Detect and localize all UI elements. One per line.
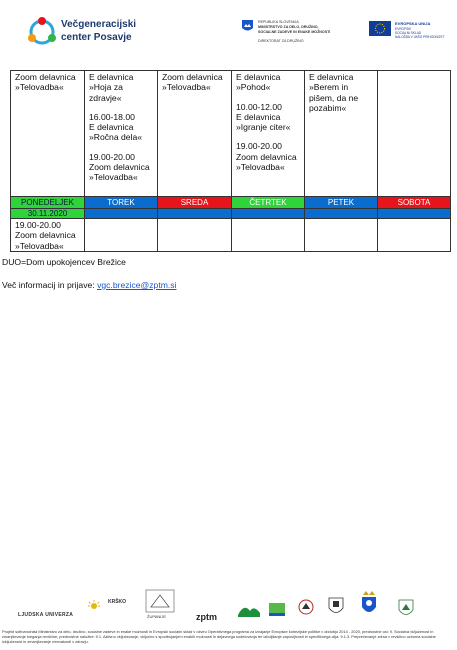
day-header-row [11,197,451,209]
zptm-logo [196,607,217,625]
line-gap [89,103,153,112]
activity-line: 19.00-20.00 [15,220,61,230]
activity-line: 19.00-20.00 [236,141,282,152]
shield-icon [398,599,414,619]
crest-logo-4 [398,599,414,619]
date-wednesday [158,209,232,219]
cell-thursday-2 [232,219,305,252]
shield-icon [328,597,344,617]
crown-shield-icon [360,591,378,617]
cell-tuesday [85,71,158,197]
eu-logo [369,17,449,47]
crest-icon [298,599,314,617]
brezice-logo [268,601,286,619]
activity-line: Zoom delavnica [89,162,150,173]
date-thursday [232,209,305,219]
info-line [2,280,176,290]
crest-logo-2 [328,597,344,617]
org-name-line2: center Posavje [61,32,132,43]
activity-line: Zoom delavnica [15,72,76,82]
cell-friday [305,71,378,197]
day-name: PONEDELJEK [21,197,74,207]
day-header-tuesday [85,197,158,209]
info-text: Več informacij in prijave: [2,280,98,290]
activity-line: pozabim« [309,102,347,113]
cell-saturday-2 [378,219,451,252]
ministry-line3: SOCIALNE ZADEVE IN ENAKE MOŽNOSTI [258,30,331,34]
date-friday [305,209,378,219]
day-name: TOREK [107,197,135,207]
cell-tuesday-2 [85,219,158,252]
ministry-line1: REPUBLIKA SLOVENIJA [258,20,299,24]
logo-text: ŽUPANIJE [147,614,167,619]
activity-line: E delavnica [89,72,134,82]
day-name: PETEK [327,197,355,207]
email-link[interactable]: vgc.brezice@zptm.si [97,280,177,290]
day-name: SREDA [180,197,209,207]
activity-line: »Telovadba« [236,162,285,173]
cell-monday-2 [11,219,85,252]
slovenia-crest-icon [242,20,253,33]
activity-line: Zoom delavnica [162,72,223,82]
day-header-monday [11,197,85,209]
vgc-logo-icon [26,16,58,48]
day-header-friday [305,197,378,209]
activity-line: 19.00-20.00 [89,151,135,162]
activity-line: »Igranje citer« [236,122,291,133]
crest-logo-1 [298,599,314,617]
ministry-line2: MINISTRSTVO ZA DELO, DRUŽINO, [258,25,319,29]
eu-line2: EVROPSKI [395,27,412,31]
day-header-thursday [232,197,305,209]
activity-line: »Ročna dela« [89,132,143,143]
activity-line: »Telovadba« [15,82,64,93]
activity-line: Zoom delavnica [236,151,297,162]
day-header-wednesday [158,197,232,209]
line-gap [89,143,153,152]
line-gap [236,93,300,102]
activity-line: »Telovadba« [15,240,64,251]
cell-saturday [378,71,451,197]
vgc-logo [26,14,137,58]
activity-line: »Pohod« [236,82,271,93]
schedule-row-week2 [11,219,451,252]
schedule-table [10,70,451,252]
cell-wednesday-2 [158,219,232,252]
activity-line: 16.00-18.00 [89,111,135,122]
activity-line: zdravje« [89,92,122,103]
flag-icon [268,601,286,619]
activity-line: E delavnica [89,122,134,133]
eu-flag-icon [369,21,391,36]
line-gap [236,132,300,141]
green-logo [238,603,260,617]
eu-line4: NALOŽBA V VAŠO PRIHODNOST [395,35,445,39]
activity-line: pišem, da ne [309,92,359,103]
date-monday: 30.11.2020 [11,209,85,219]
day-name: ČETRTEK [249,197,287,207]
sun-icon [86,600,106,610]
zupanije-logo [145,589,175,621]
cell-friday-2 [305,219,378,252]
ljudska-univerza-logo [18,603,73,621]
leaf-icon [238,603,260,617]
krsko-logo [86,597,127,615]
funding-disclaimer: Projekt sofinancirata Ministrstvo za delo, družino, socialne zadeve in enake možnosti in Evropski socialni sklad v okviru Operativnega programa za izvajanje Evropske kohezijske politike v obdobju 2014 - 2020, prednostne osi: 9. Socialna vključenost in zmanjševanje tveganja revščine, prednostne naložbe: 9.1. Aktivno vključevanje, vključno s spodbujanjem enakih možnosti in dejavnega sodelovanja ter izboljšanje zaposljivosti in specifičnega cilja: 9.1.3. Preprečevanje zdrsa v revščino oziroma socialne izključenost in zmanjševanje neenakosti v zdravju. [2,629,436,644]
date-row [11,209,451,219]
date-tuesday [85,209,158,219]
activity-line: »Telovadba« [162,82,211,93]
activity-line: E delavnica [309,72,354,82]
cell-monday [11,71,85,197]
schedule-row-week1 [11,71,451,197]
page-header [0,0,457,62]
day-name: SOBOTA [397,197,431,207]
cell-thursday [232,71,305,197]
date-saturday [378,209,451,219]
ministry-line4: DIREKTORAT ZA DRUŽINO [258,39,304,43]
logo-text: KRŠKO [108,599,127,605]
activity-line: E delavnica [236,72,281,82]
house-icon [145,589,175,613]
cell-wednesday [158,71,232,197]
org-name-line1: Večgeneracijski [61,19,137,30]
logo-text: LJUDSKA UNIVERZA [18,612,74,618]
crest-logo-3 [360,591,378,617]
activity-line: »Hoja za [89,82,123,93]
eu-line1: EVROPSKA UNIJA [395,21,431,26]
activity-line: E delavnica [236,111,281,122]
activity-line: Zoom delavnica [15,230,76,241]
eu-line3: SOCIALNI SKLAD [395,31,422,35]
activity-line: »Telovadba« [89,172,138,183]
logo-text: zptm [196,612,217,622]
page-footer [0,585,457,650]
day-header-saturday [378,197,451,209]
legend-text: DUO=Dom upokojencev Brežice [2,257,126,267]
activity-line: 10.00-12.00 [236,101,282,112]
activity-line: »Berem in [309,82,349,93]
